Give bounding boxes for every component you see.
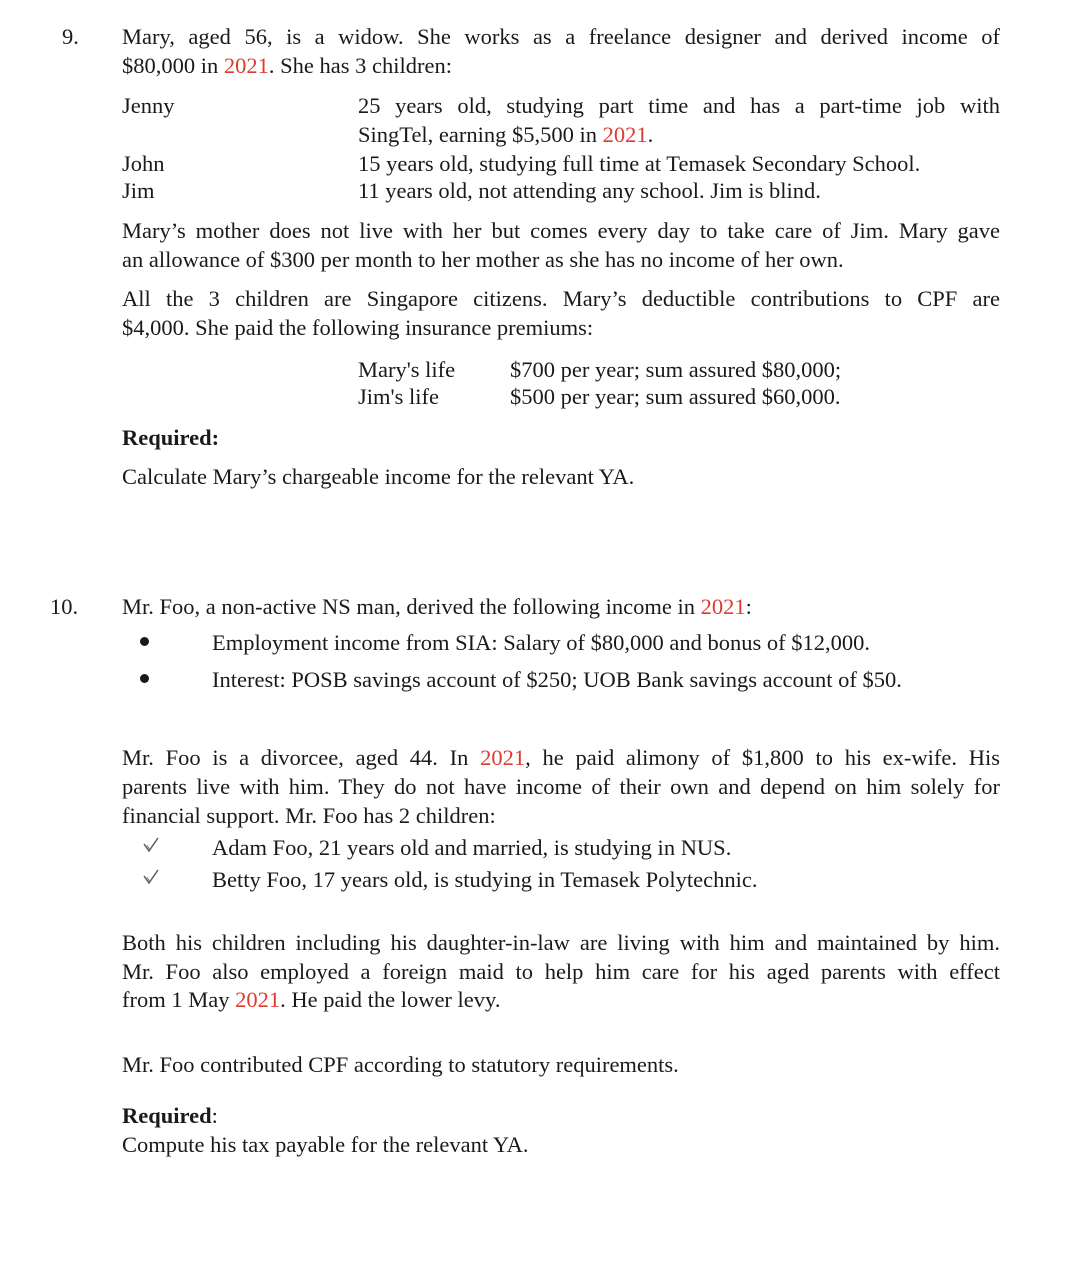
- q9-number: 9.: [62, 24, 79, 49]
- q9-intro-line2: $80,000 in 2021. She has 3 children:: [122, 53, 452, 78]
- child-name-jenny: Jenny: [122, 93, 175, 118]
- q9-mother-line1: Mary’s mother does not live with her but comes every day to take care of Jim. Mary gave: [122, 218, 1000, 243]
- q10-cpf: Mr. Foo contributed CPF according to statutory requirements.: [122, 1052, 679, 1077]
- q10-required-text: Compute his tax payable for the relevant YA.: [122, 1132, 529, 1157]
- q9-intro-line1: Mary, aged 56, is a widow. She works as a freelance designer and derived income of: [122, 24, 1000, 49]
- child-desc-jenny-line1: 25 years old, studying part time and has a part-time job with: [358, 93, 1000, 118]
- insurance-value-jim: $500 per year; sum assured $60,000.: [510, 384, 841, 409]
- income-item-interest: Interest: POSB savings account of $250; UOB Bank savings account of $50.: [212, 667, 902, 692]
- checkmark-bullet-icon: [138, 868, 162, 888]
- q10-para-line2: parents live with him. They do not have income of their own and depend on him solely for: [122, 774, 1000, 799]
- child-item-adam: Adam Foo, 21 years old and married, is studying in NUS.: [212, 835, 732, 860]
- q9-required-text: Calculate Mary’s chargeable income for the relevant YA.: [122, 464, 635, 489]
- year-highlight: 2021: [602, 122, 648, 147]
- q9-cpf-line1: All the 3 children are Singapore citizens. Mary’s deductible contributions to CPF are: [122, 286, 1000, 311]
- child-desc-jenny-line2: SingTel, earning $5,500 in 2021.: [358, 122, 654, 147]
- q10-para2-line1: Both his children including his daughter-in-law are living with him and maintained by him.: [122, 930, 1000, 955]
- child-desc-jim: 11 years old, not attending any school. Jim is blind.: [358, 178, 821, 203]
- q9-cpf-line2: $4,000. She paid the following insurance premiums:: [122, 315, 594, 340]
- year-highlight: 2021: [223, 53, 269, 78]
- q10-para-line3: financial support. Mr. Foo has 2 children:: [122, 803, 496, 828]
- year-highlight: 2021: [480, 745, 526, 770]
- q10-para-line1: Mr. Foo is a divorcee, aged 44. In 2021, he paid alimony of $1,800 to his ex-wife. His: [122, 745, 1000, 770]
- q10-para2-line3: from 1 May 2021. He paid the lower levy.: [122, 987, 501, 1012]
- child-name-jim: Jim: [122, 178, 155, 203]
- year-highlight: 2021: [700, 594, 746, 619]
- insurance-value-mary: $700 per year; sum assured $80,000;: [510, 357, 842, 382]
- child-item-betty: Betty Foo, 17 years old, is studying in Temasek Polytechnic.: [212, 867, 758, 892]
- bullet-dot: [140, 674, 149, 683]
- q9-required-heading: Required:: [122, 425, 220, 450]
- child-name-john: John: [122, 151, 165, 176]
- insurance-label-jim: Jim's life: [358, 384, 439, 409]
- q10-required-heading: Required:: [122, 1103, 218, 1128]
- child-desc-john: 15 years old, studying full time at Temasek Secondary School.: [358, 151, 921, 176]
- q9-mother-line2: an allowance of $300 per month to her mother as she has no income of her own.: [122, 247, 844, 272]
- year-highlight: 2021: [235, 987, 281, 1012]
- q10-intro: Mr. Foo, a non-active NS man, derived the following income in 2021:: [122, 594, 752, 619]
- bullet-dot: [140, 637, 149, 646]
- insurance-label-mary: Mary's life: [358, 357, 456, 382]
- checkmark-bullet-icon: [138, 836, 162, 856]
- q10-number: 10.: [50, 594, 79, 619]
- q10-para2-line2: Mr. Foo also employed a foreign maid to help him care for his aged parents with effect: [122, 959, 1000, 984]
- income-item-employment: Employment income from SIA: Salary of $80,000 and bonus of $12,000.: [212, 630, 871, 655]
